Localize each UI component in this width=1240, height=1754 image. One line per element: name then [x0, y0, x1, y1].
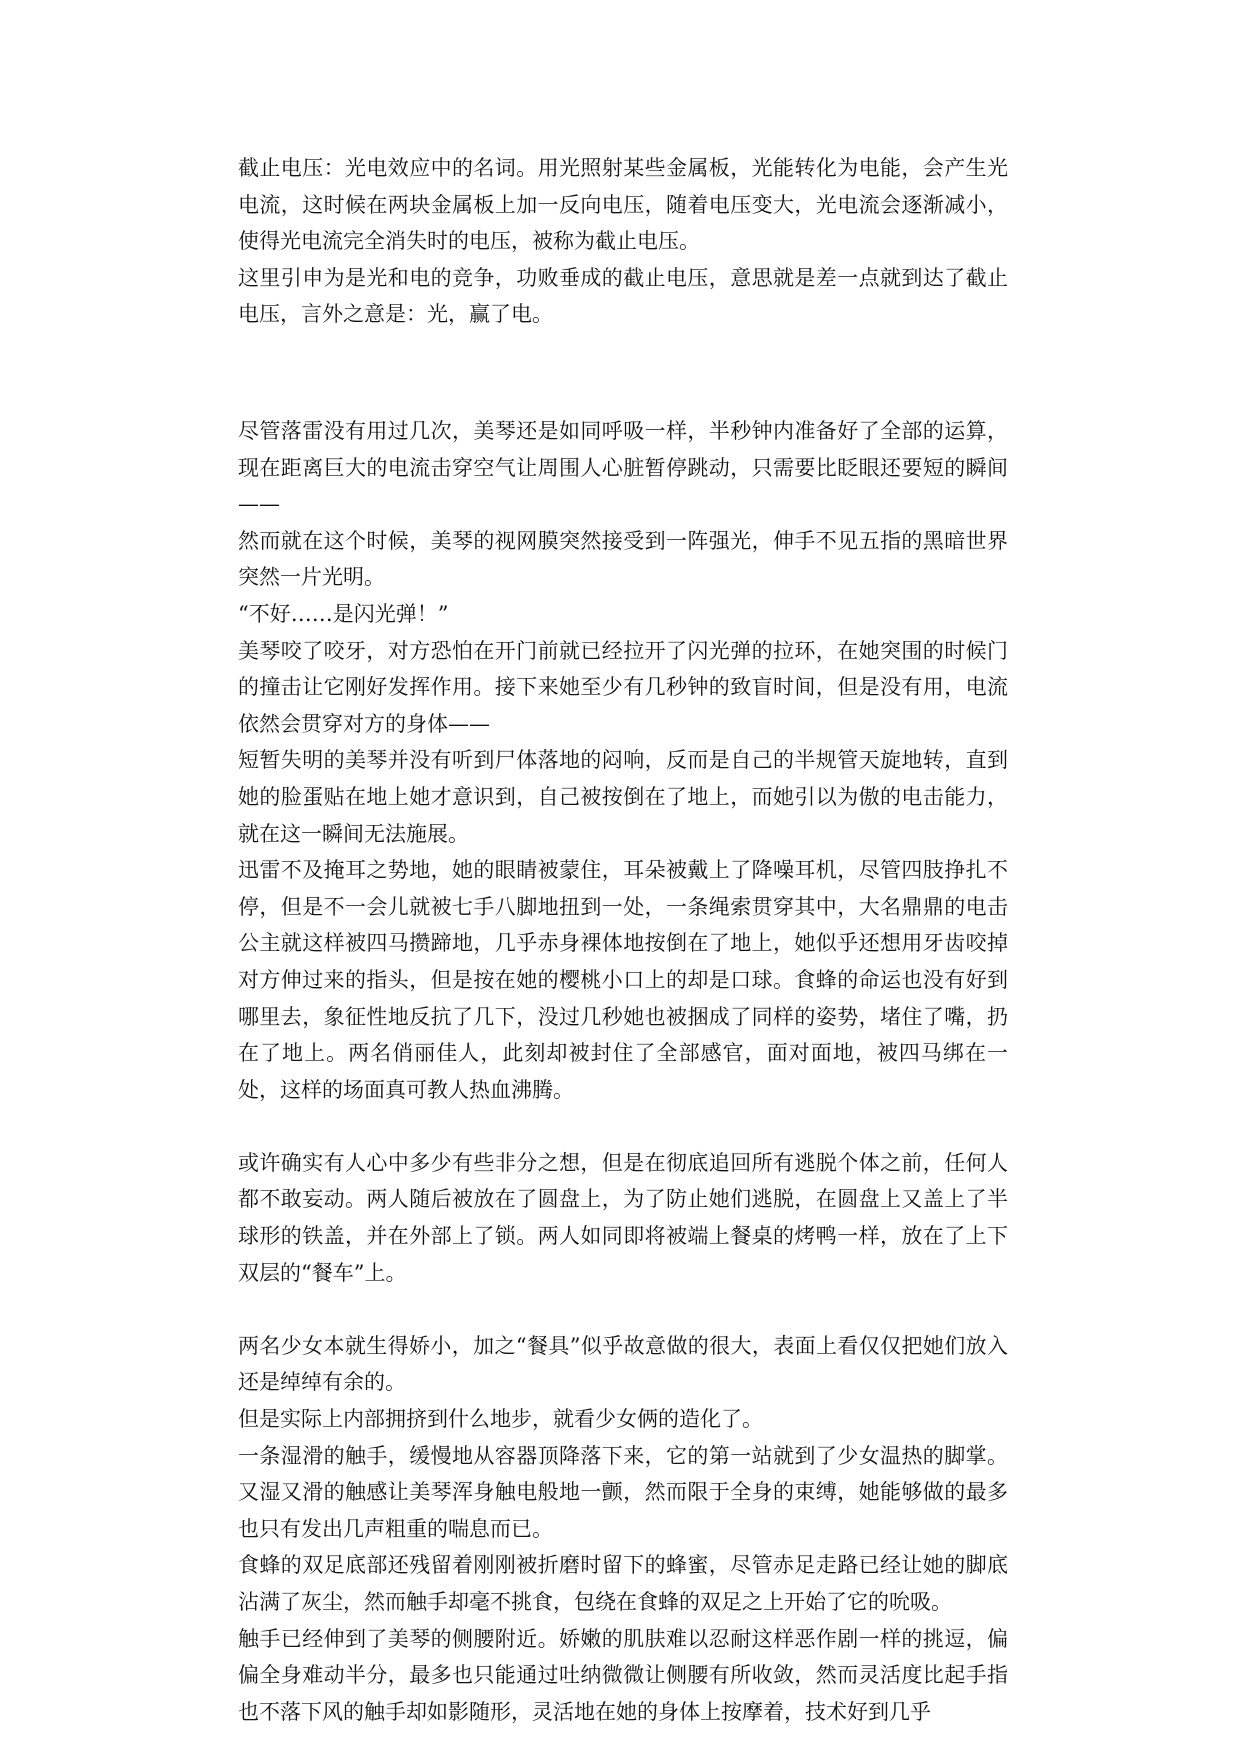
story-paragraph: 但是实际上内部拥挤到什么地步，就看少女俩的造化了。 — [238, 1407, 763, 1432]
story-paragraph: 触手已经伸到了美琴的侧腰附近。娇嫩的肌肤难以忍耐这样恶作剧一样的挑逗，偏偏全身难动半分，最多也只能通过吐纳微微让侧腰有所收敛，然而灵活度比起手指也不落下风的触手却如影随形，灵活地在她的身体上按摩着，技术好到几乎 — [238, 1626, 1008, 1724]
story-paragraph: 一条湿滑的触手，缓慢地从容器顶降落下来，它的第一站就到了少女温热的脚掌。又湿又滑的触感让美琴浑身触电般地一颤，然而限于全身的束缚，她能够做的最多也只有发出几声粗重的喘息而已。 — [238, 1443, 1008, 1541]
story-paragraph: 短暂失明的美琴并没有听到尸体落地的闷响，反而是自己的半规管天旋地转，直到她的脸蛋贴在地上她才意识到，自己被按倒在了地上，而她引以为傲的电击能力，就在这一瞬间无法施展。 — [238, 748, 1008, 846]
story-paragraph: 或许确实有人心中多少有些非分之想，但是在彻底追回所有逃脱个体之前，任何人都不敢妄动。两人随后被放在了圆盘上，为了防止她们逃脱，在圆盘上又盖上了半球形的铁盖，并在外部上了锁。两人如同即将被端上餐桌的烤鸭一样，放在了上下双层的“餐车”上。 — [238, 1150, 1008, 1285]
note-paragraph: 这里引申为是光和电的竞争，功败垂成的截止电压，意思就是差一点就到达了截止电压，言外之意是：光，赢了电。 — [238, 265, 1008, 327]
footnote-section — [238, 150, 1008, 333]
story-paragraph: 尽管落雷没有用过几次，美琴还是如同呼吸一样，半秒钟内准备好了全部的运算，现在距离巨大的电流击穿空气让周围人心脏暂停跳动，只需要比眨眼还要短的瞬间—— — [238, 419, 1008, 517]
note-paragraph: 截止电压：光电效应中的名词。用光照射某些金属板，光能转化为电能，会产生光电流，这时候在两块金属板上加一反向电压，随着电压变大，光电流会逐渐减小，使得光电流完全消失时的电压，被称为截止电压。 — [238, 156, 1008, 254]
story-paragraph: 美琴咬了咬牙，对方恐怕在开门前就已经拉开了闪光弹的拉环，在她突围的时候门的撞击让它刚好发挥作用。接下来她至少有几秒钟的致盲时间，但是没有用，电流依然会贯穿对方的身体—— — [238, 638, 1008, 736]
story-paragraph: 两名少女本就生得娇小，加之“餐具”似乎故意做的很大，表面上看仅仅把她们放入还是绰绰有余的。 — [238, 1333, 1008, 1395]
story-paragraph: 迅雷不及掩耳之势地，她的眼睛被蒙住，耳朵被戴上了降噪耳机，尽管四肢挣扎不停，但是不一会儿就被七手八脚地扭到一处，一条绳索贯穿其中，大名鼎鼎的电击公主就这样被四马攒蹄地，几乎赤身裸体地按倒在了地上，她似乎还想用牙齿咬掉对方伸过来的指头，但是按在她的樱桃小口上的却是口球。食蜂的命运也没有好到哪里去，象征性地反抗了几下，没过几秒她也被捆成了同样的姿势，堵住了嘴，扔在了地上。两名俏丽佳人，此刻却被封住了全部感官，面对面地，被四马绑在一处，这样的场面真可教人热血沸腾。 — [238, 858, 1008, 1102]
story-paragraph: 食蜂的双足底部还残留着刚刚被折磨时留下的蜂蜜，尽管赤足走路已经让她的脚底沾满了灰尘，然而触手却毫不挑食，包绕在食蜂的双足之上开始了它的吮吸。 — [238, 1553, 1008, 1614]
story-paragraph: 然而就在这个时候，美琴的视网膜突然接受到一阵强光，伸手不见五指的黑暗世界突然一片光明。 — [238, 528, 1008, 590]
story-paragraph: “不好……是闪光弹！” — [238, 601, 449, 626]
story-section — [238, 413, 1008, 1730]
